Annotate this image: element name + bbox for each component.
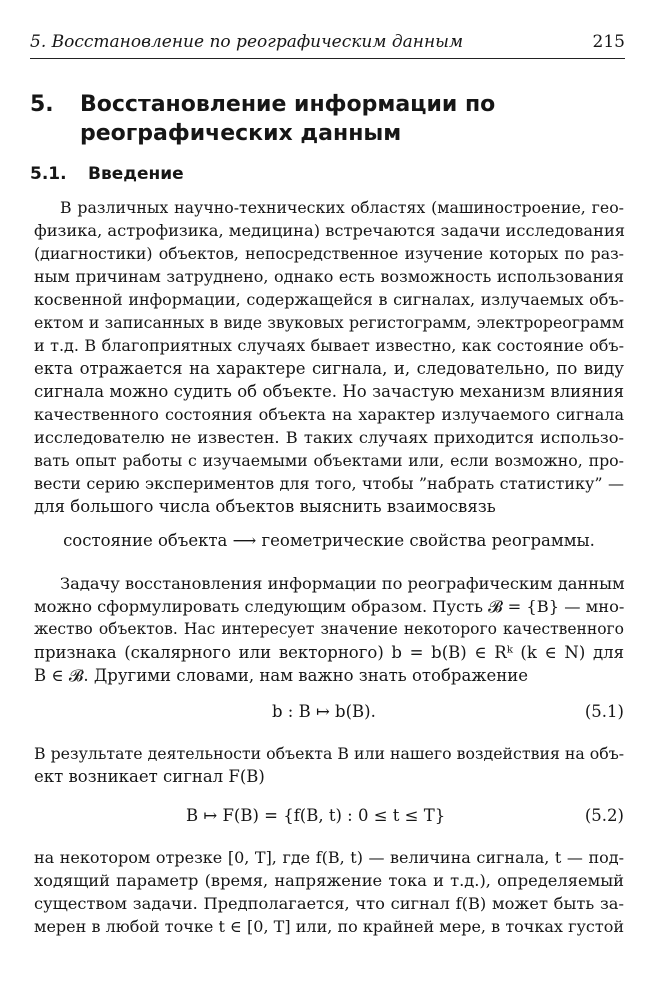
text-line: физика, астрофизика, медицина) встречаются задачи исследования <box>34 221 626 240</box>
text-line: существом задачи. Предполагается, что сигнал f(B) может быть за- <box>34 894 624 913</box>
text-line: косвенной информации, содержащейся в сигналах, излучаемых объ- <box>34 290 624 309</box>
equation-number: (5.1) <box>584 702 624 721</box>
paragraph-problem <box>34 572 624 687</box>
page-number: 215 <box>592 32 625 52</box>
text-line: исследователю не известен. В таких случаях приходится использо- <box>34 428 624 447</box>
subsection-heading <box>30 163 184 185</box>
text-line: качественного состояния объекта на характер излучаемого сигнала <box>34 405 624 424</box>
text-line: В результате деятельности объекта B или нашего воздействия на объ- <box>34 744 625 763</box>
text-line: жество объектов. Нас интересует значение некоторого качественного <box>34 620 624 638</box>
text-line: на некотором отрезке [0, T], где f(B, t) — величина сигнала, t — под- <box>34 848 624 867</box>
text-line: признака (скалярного или векторного) b = b(B) ∈ Rᵏ (k ∈ N) для <box>34 643 624 662</box>
text-line: мерен в любой точке t ∈ [0, T] или, по крайней мере, в точках густой <box>34 917 624 936</box>
header-rule <box>30 58 625 59</box>
text-line: (диагностики) объектов, непосредственное изучение которых по раз- <box>34 244 624 263</box>
text-line: ным причинам затруднено, однако есть возможность использования <box>34 267 624 286</box>
text-line: В различных научно-технических областях (машиностроение, гео- <box>60 198 624 217</box>
paragraph-signal <box>34 742 624 788</box>
text-line: Задачу восстановления информации по реографическим данным <box>60 574 625 593</box>
running-head <box>30 30 625 54</box>
equation-formula: b : B ↦ b(B). <box>272 702 376 721</box>
text-line: вать опыт работы с изучаемыми объектами или, если возможно, про- <box>34 451 624 470</box>
equation-formula: B ↦ F(B) = {f(B, t) : 0 ≤ t ≤ T} <box>186 806 446 825</box>
display-relation <box>34 529 624 552</box>
section-title: Восстановление информации по реографических данным <box>80 92 496 146</box>
paragraph-intro <box>34 196 624 518</box>
equation-number: (5.2) <box>584 806 624 825</box>
subsection-number: 5.1. <box>30 164 67 184</box>
text-line: и т.д. В благоприятных случаях бывает известно, как состояние объ- <box>34 336 624 355</box>
text-line: можно сформулировать следующим образом. Пусть 𝓑 = {B} — мно- <box>34 597 625 616</box>
text-line: вести серию экспериментов для того, чтобы ”набрать статистику” — <box>34 474 624 493</box>
text-line: ект возникает сигнал F(B) <box>34 767 265 786</box>
subsection-title: Введение <box>88 164 184 184</box>
relation-text: состояние объекта ⟶ геометрические свойства реограммы. <box>63 531 595 550</box>
text-line: ектом и записанных в виде звуковых регистограмм, электрореограмм <box>34 313 624 332</box>
text-line: екта отражается на характере сигнала, и, следовательно, по виду <box>34 359 624 378</box>
text-line: ходящий параметр (время, напряжение тока и т.д.), определяемый <box>34 871 624 890</box>
paragraph-interval <box>34 846 624 938</box>
section-heading <box>30 90 625 148</box>
section-number: 5. <box>30 92 54 117</box>
text-line: сигнала можно судить об объекте. Но зачастую механизм влияния <box>34 382 624 401</box>
running-head-title: 5. Восстановление по реографическим данным <box>30 32 464 52</box>
text-line: для большого числа объектов выяснить взаимосвязь <box>34 497 496 516</box>
text-line: B ∈ 𝓑. Другими словами, нам важно знать отображение <box>34 666 528 685</box>
